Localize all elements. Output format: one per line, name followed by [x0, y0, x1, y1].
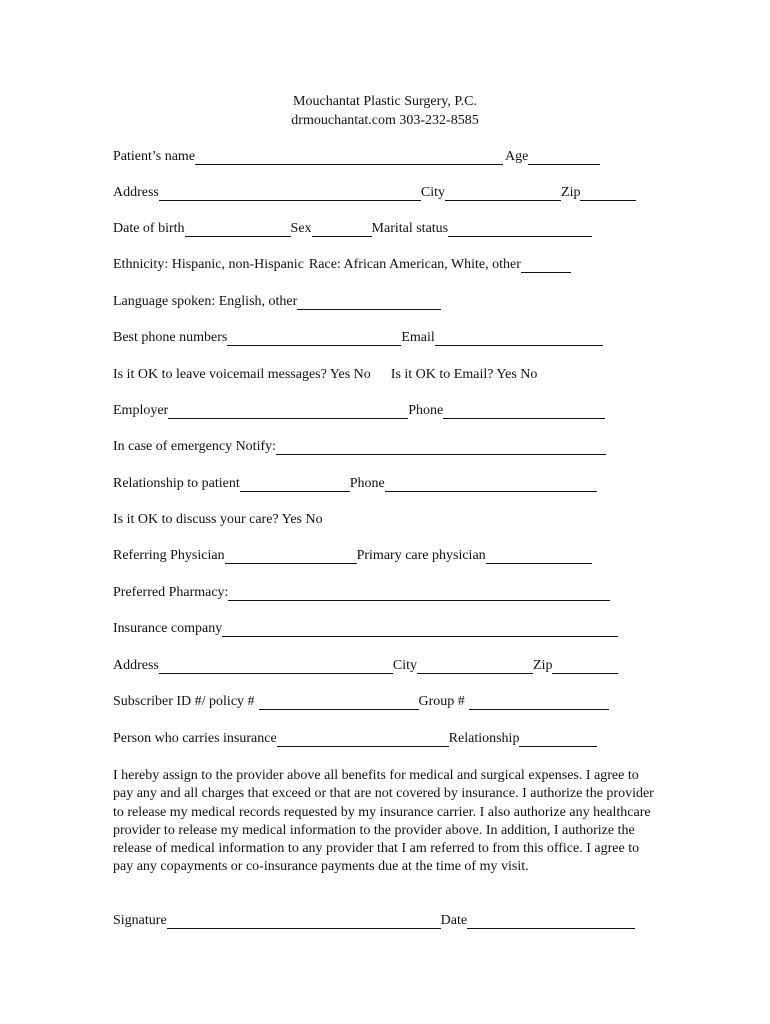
- emergency-field[interactable]: [276, 440, 606, 455]
- emergency-phone-label: Phone: [349, 476, 385, 491]
- row-subscriber: [113, 694, 609, 714]
- primary-care-label: Primary care physician: [356, 548, 486, 563]
- dob-label: Date of birth: [113, 221, 185, 236]
- patient-name-field[interactable]: [195, 150, 503, 165]
- patient-name-label: Patient’s name: [113, 149, 196, 164]
- row-patient-name: [113, 149, 600, 169]
- row-insurance-company: [113, 621, 618, 641]
- voicemail-question[interactable]: Is it OK to leave voicemail messages? Yes No: [113, 367, 371, 382]
- row-address: [113, 185, 636, 205]
- employer-phone-label: Phone: [408, 403, 444, 418]
- pharmacy-field[interactable]: [228, 586, 610, 601]
- city-field[interactable]: [445, 186, 561, 201]
- date-label: Date: [440, 913, 468, 928]
- row-employer: [113, 403, 605, 423]
- insurance-zip-field[interactable]: [552, 659, 618, 674]
- marital-status-label: Marital status: [371, 221, 449, 236]
- relationship-field[interactable]: [519, 732, 597, 747]
- employer-phone-field[interactable]: [443, 404, 605, 419]
- row-discuss-care: [113, 512, 323, 532]
- referring-physician-field[interactable]: [225, 549, 357, 564]
- race-other-field[interactable]: [521, 258, 571, 273]
- date-field[interactable]: [467, 914, 635, 929]
- emergency-label: In case of emergency Notify:: [113, 439, 277, 454]
- sex-field[interactable]: [312, 222, 372, 237]
- authorization-paragraph: I hereby assign to the provider above all benefits for medical and surgical expenses. I agree to pay any and all charges that exceed or that are not covered by insurance. I authorize the provider to release my medical records requested by my insurance carrier. I also authorize any healthcare provider to release my medical information to the provider above. In addition, I authorize the release of medical information to any provider that I am referred to from this office. I agree to pay any copayments or co-insurance payments due at the time of my visit.: [113, 768, 654, 875]
- dob-field[interactable]: [185, 222, 291, 237]
- insurance-address-field[interactable]: [159, 659, 393, 674]
- row-emergency: [113, 439, 606, 459]
- insurance-company-field[interactable]: [222, 622, 618, 637]
- subscriber-id-field[interactable]: [259, 695, 419, 710]
- emergency-phone-field[interactable]: [385, 477, 597, 492]
- insurance-company-label: Insurance company: [113, 621, 223, 636]
- age-label: Age: [505, 149, 529, 164]
- best-phone-field[interactable]: [227, 331, 401, 346]
- age-field[interactable]: [528, 150, 600, 165]
- insurance-city-label: City: [392, 658, 418, 673]
- employer-field[interactable]: [168, 404, 408, 419]
- row-dob: [113, 221, 592, 241]
- insurance-city-field[interactable]: [417, 659, 533, 674]
- referring-physician-label: Referring Physician: [113, 548, 225, 563]
- city-label: City: [420, 185, 446, 200]
- language-label: Language spoken: English, other: [113, 294, 298, 309]
- best-phone-label: Best phone numbers: [113, 330, 228, 345]
- row-phone-email: [113, 330, 603, 350]
- discuss-care-question[interactable]: Is it OK to discuss your care? Yes No: [113, 512, 323, 527]
- language-field[interactable]: [297, 295, 441, 310]
- row-consent-contact: [113, 367, 537, 387]
- relationship-to-patient-label: Relationship to patient: [113, 476, 240, 491]
- subscriber-id-label: Subscriber ID #/ policy #: [113, 694, 255, 709]
- employer-label: Employer: [113, 403, 169, 418]
- row-insurance-address: [113, 658, 618, 678]
- zip-label: Zip: [561, 185, 581, 200]
- relationship-to-patient-field[interactable]: [240, 477, 350, 492]
- group-field[interactable]: [469, 695, 609, 710]
- race-label: Race: African American, White, other: [308, 257, 521, 272]
- sex-label: Sex: [290, 221, 312, 236]
- row-relationship: [113, 476, 597, 496]
- row-physicians: [113, 548, 592, 568]
- practice-name: Mouchantat Plastic Surgery, P.C.: [293, 94, 477, 109]
- insurance-zip-label: Zip: [533, 658, 553, 673]
- primary-care-field[interactable]: [486, 549, 592, 564]
- row-language: [113, 294, 441, 314]
- row-signature: [113, 913, 635, 933]
- row-insured-person: [113, 731, 597, 751]
- marital-status-field[interactable]: [448, 222, 592, 237]
- pharmacy-label: Preferred Pharmacy:: [113, 585, 229, 600]
- relationship-label: Relationship: [448, 731, 520, 746]
- person-carries-insurance-field[interactable]: [277, 732, 449, 747]
- signature-label: Signature: [113, 913, 167, 928]
- insurance-address-label: Address: [113, 658, 159, 673]
- person-carries-insurance-label: Person who carries insurance: [113, 731, 277, 746]
- ethnicity-label: Ethnicity: Hispanic, non-Hispanic: [113, 257, 304, 272]
- row-pharmacy: [113, 585, 610, 605]
- email-field[interactable]: [435, 331, 603, 346]
- practice-contact: drmouchantat.com 303-232-8585: [291, 113, 479, 128]
- zip-field[interactable]: [580, 186, 636, 201]
- address-label: Address: [113, 185, 159, 200]
- row-ethnicity: [113, 257, 571, 277]
- group-label: Group #: [418, 694, 465, 709]
- email-label: Email: [401, 330, 435, 345]
- signature-field[interactable]: [167, 914, 441, 929]
- email-question[interactable]: Is it OK to Email? Yes No: [390, 367, 538, 382]
- address-field[interactable]: [159, 186, 421, 201]
